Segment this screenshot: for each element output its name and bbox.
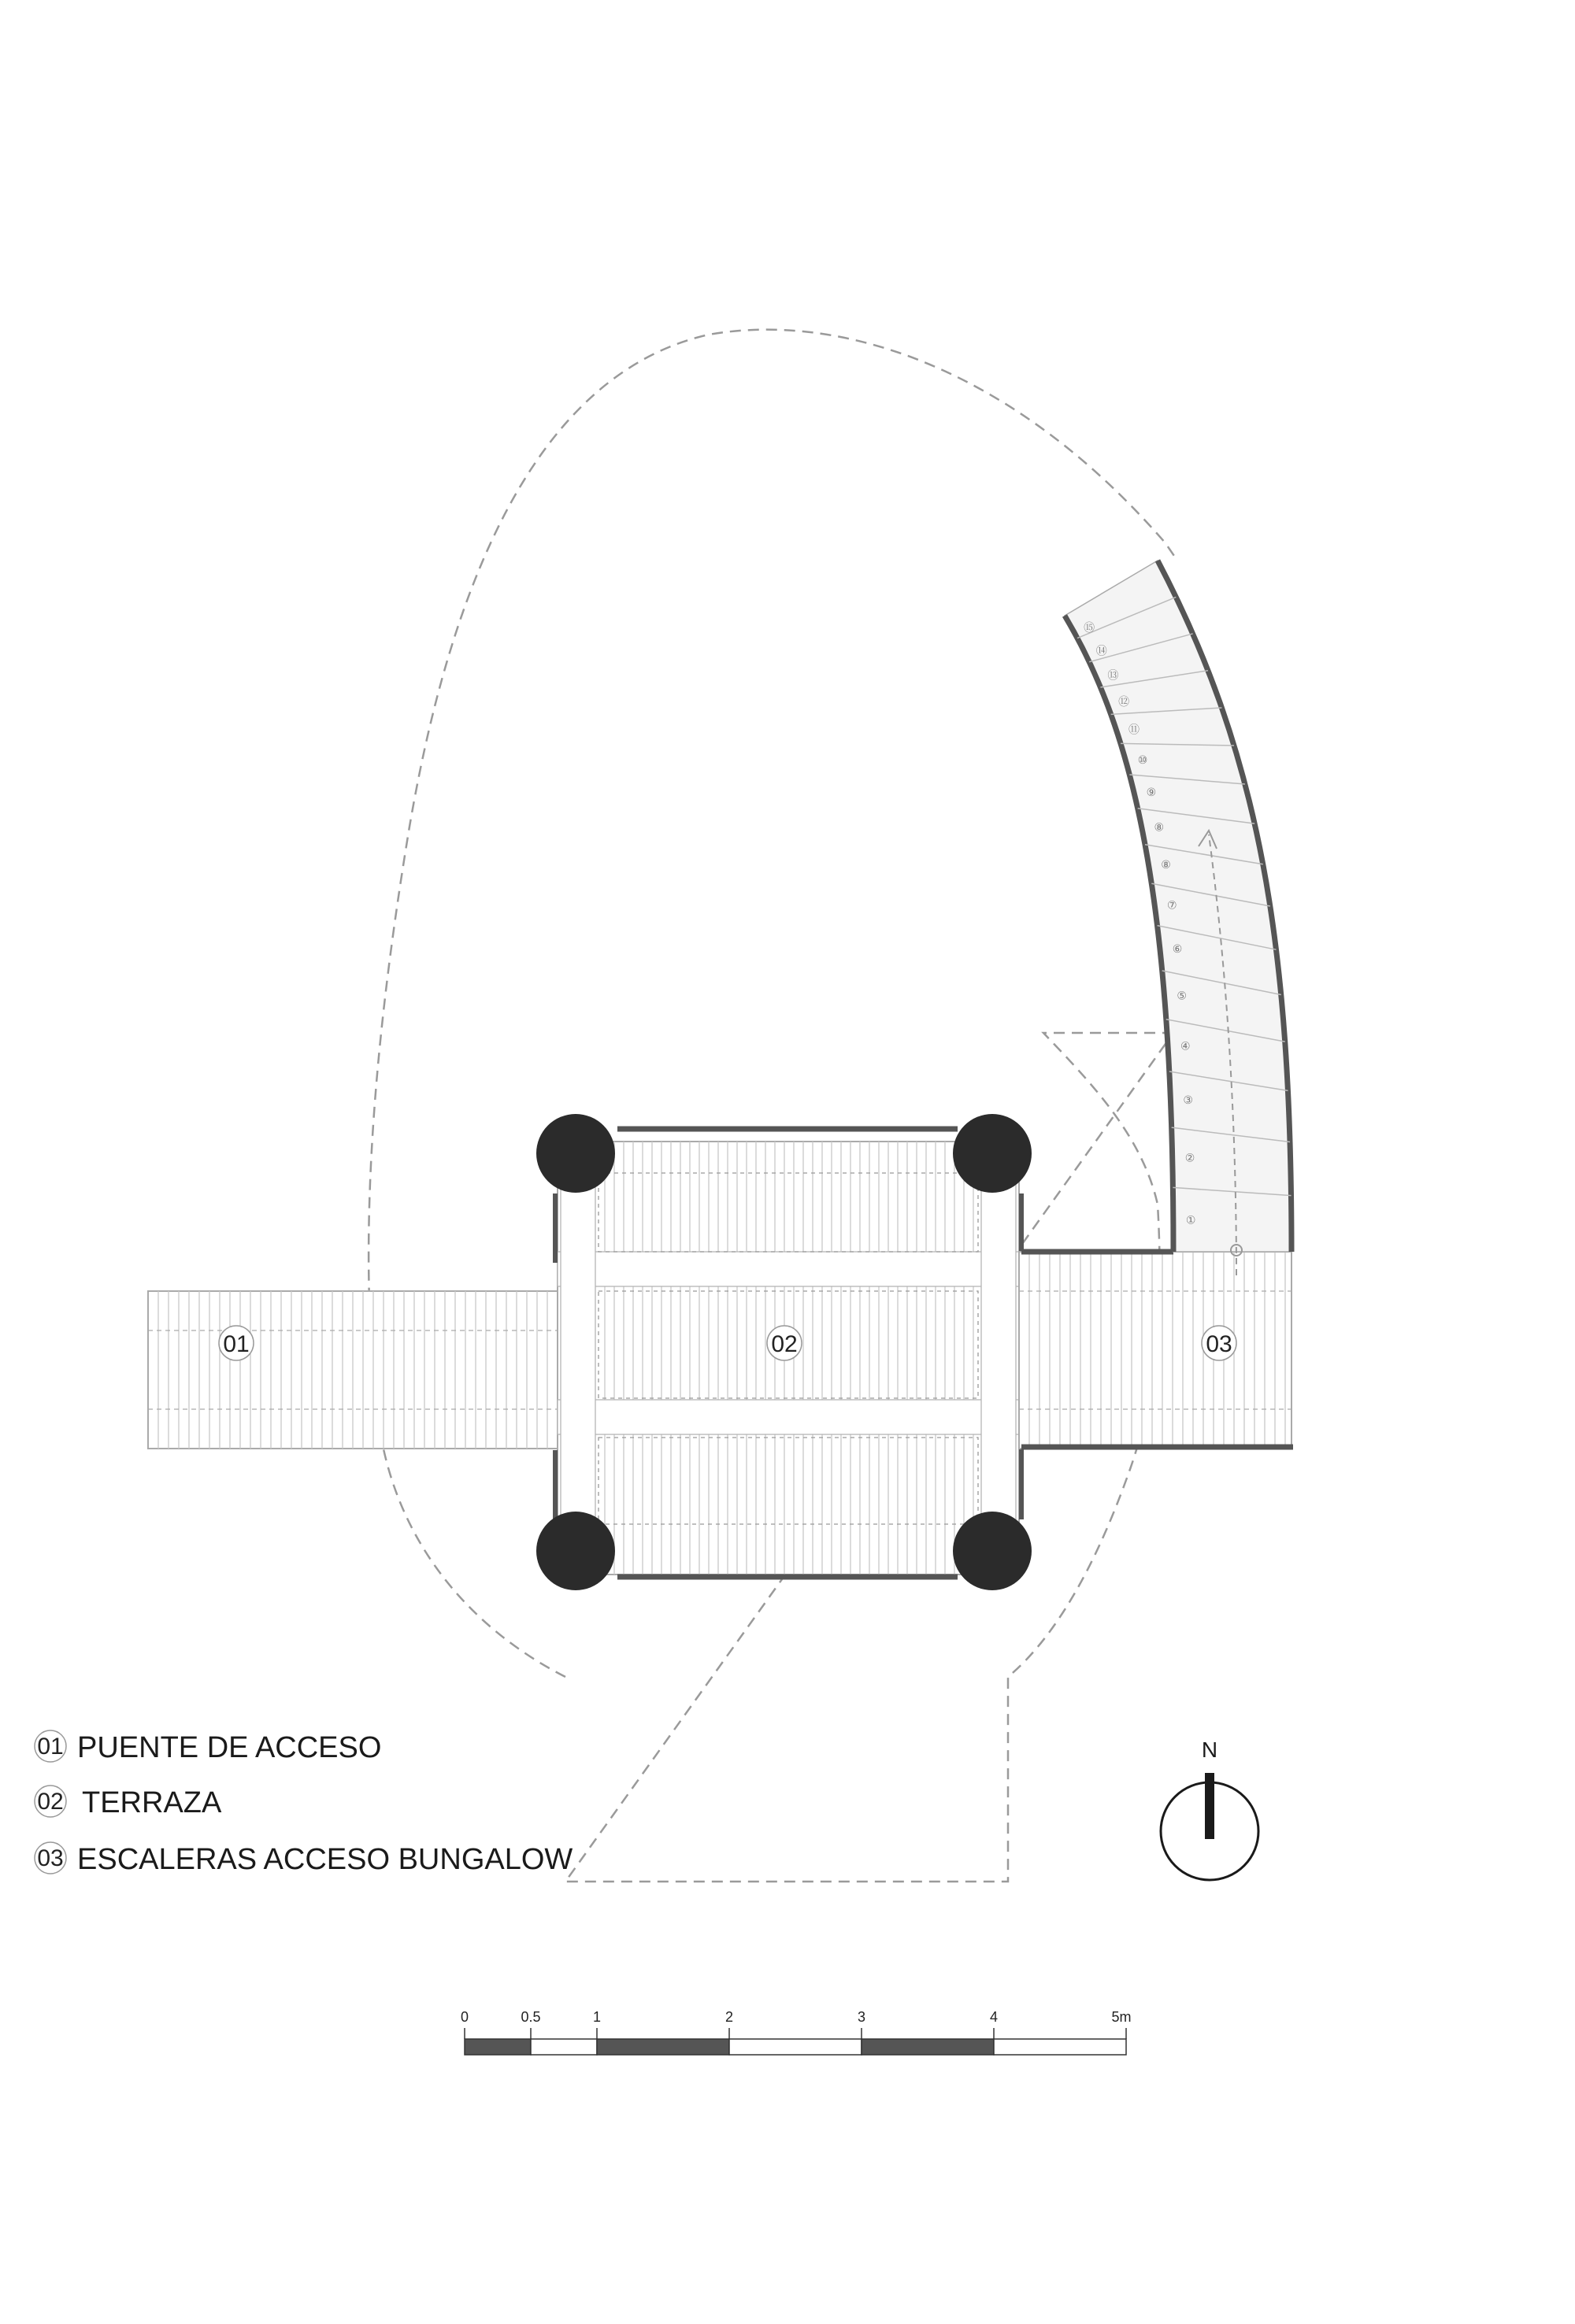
svg-text:ESCALERAS ACCESO BUNGALOW: ESCALERAS ACCESO BUNGALOW: [77, 1843, 573, 1876]
svg-text:2: 2: [724, 2009, 734, 2025]
legend-item-02: [35, 1786, 222, 1819]
stair-step-number: ①: [1185, 1214, 1196, 1227]
post-se: [953, 1512, 1032, 1590]
access-bridge: [148, 1291, 558, 1449]
stair-step-number: ⑫: [1118, 695, 1130, 709]
svg-text:03: 03: [1206, 1331, 1232, 1357]
svg-text:4: 4: [989, 2009, 999, 2025]
svg-text:3: 3: [857, 2009, 866, 2025]
stair-step-number: ⑨: [1146, 786, 1157, 800]
svg-text:5m: 5m: [1111, 2009, 1132, 2025]
stair-step-number: ⑪: [1128, 723, 1140, 737]
zone-tag-02: [767, 1326, 802, 1360]
scale-bar: [461, 2009, 1132, 2055]
curved-stair: [1065, 561, 1292, 1275]
stair-step-number: ⑥: [1172, 942, 1183, 956]
stair-step-number: ⑬: [1107, 669, 1119, 683]
svg-text:N: N: [1201, 1737, 1218, 1762]
svg-text:01: 01: [223, 1331, 250, 1357]
post-ne: [953, 1114, 1032, 1193]
svg-text:03: 03: [37, 1845, 64, 1871]
legend-item-01: [35, 1730, 381, 1764]
legend: [35, 1730, 573, 1876]
svg-text:02: 02: [771, 1331, 798, 1357]
stair-step-number: ③: [1183, 1094, 1193, 1107]
legend-item-03: [35, 1842, 573, 1876]
stair-step-number: ⑮: [1084, 622, 1095, 635]
stair-step-number: ⑧: [1154, 821, 1165, 834]
stair-step-number: ⑤: [1177, 990, 1187, 1003]
stair-step-number: ②: [1184, 1152, 1195, 1165]
north-arrow-icon: [1161, 1737, 1258, 1880]
stair-landing: [1019, 1252, 1293, 1449]
post-sw: [536, 1512, 615, 1590]
stair-step-number: ⑧: [1161, 859, 1171, 872]
svg-text:01: 01: [37, 1734, 64, 1760]
svg-text:02: 02: [37, 1789, 64, 1815]
svg-text:TERRAZA: TERRAZA: [82, 1786, 222, 1819]
svg-text:1: 1: [592, 2009, 602, 2025]
footprint-dashed-outline: [369, 330, 1177, 1882]
post-nw: [536, 1114, 615, 1193]
zone-tag-01: [219, 1326, 254, 1360]
stair-step-number: ⑦: [1167, 899, 1177, 912]
svg-text:PUENTE DE ACCESO: PUENTE DE ACCESO: [77, 1731, 382, 1764]
svg-text:0.5: 0.5: [521, 2009, 541, 2025]
stair-step-number: ⑭: [1095, 645, 1107, 658]
stair-step-number: ④: [1180, 1040, 1191, 1053]
stair-step-number: ⑩: [1137, 753, 1148, 767]
zone-tag-03: [1202, 1326, 1236, 1360]
svg-text:0: 0: [460, 2009, 469, 2025]
